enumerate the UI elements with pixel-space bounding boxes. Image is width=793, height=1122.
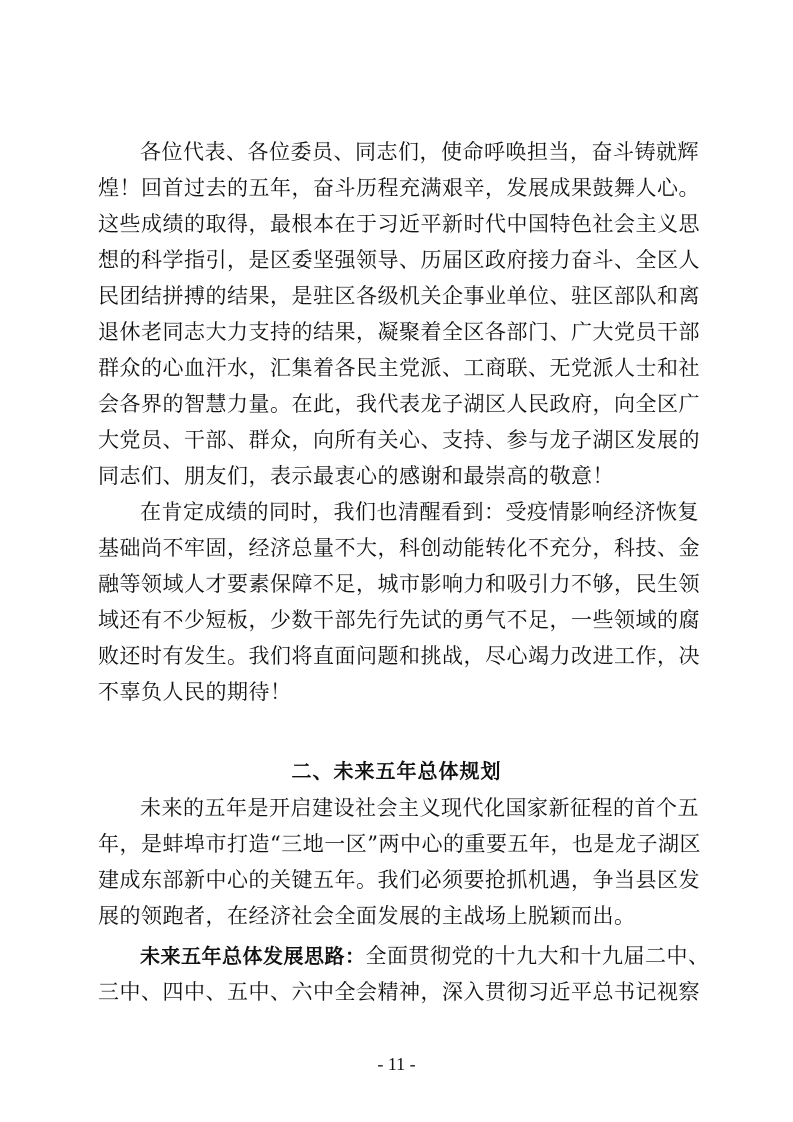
paragraph-1-line-1: 各位代表、各位委员、同志们，使命呼唤担当，奋斗铸就辉	[140, 140, 699, 164]
paragraph-1-line-10: 同志们、朋友们，表示最衷心的感谢和最崇高的敬意！	[98, 464, 614, 488]
paragraph-1-line-7: 群众的心血汗水，汇集着各民主党派、工商联、无党派人士和社	[98, 356, 700, 380]
section-heading: 二、未来五年总体规划	[291, 759, 502, 783]
paragraph-3-line-2: 年，是蚌埠市打造“三地一区”两中心的重要五年，也是龙子湖区	[98, 832, 701, 856]
paragraph-2-line-4: 域还有不少短板，少数干部先行先试的勇气不足，一些领域的腐	[98, 608, 700, 632]
paragraph-4-line-1	[140, 938, 710, 974]
paragraph-1-line-8: 会各界的智慧力量。在此，我代表龙子湖区人民政府，向全区广	[98, 392, 700, 416]
paragraph-3-line-3: 建成东部新中心的关键五年。我们必须要抢抓机遇，争当县区发	[98, 868, 700, 892]
paragraph-1-line-5: 民团结拼搏的结果，是驻区各级机关企事业单位、驻区部队和离	[98, 284, 700, 308]
paragraph-1-line-2: 煌！回首过去的五年，奋斗历程充满艰辛，发展成果鼓舞人心。	[98, 176, 700, 200]
paragraph-4-line-2: 三中、四中、五中、六中全会精神，深入贯彻习近平总书记视察	[98, 980, 700, 1004]
page-number: - 11 -	[377, 1054, 416, 1074]
paragraph-2-line-3: 融等领域人才要素保障不足，城市影响力和吸引力不够，民生领	[98, 572, 700, 596]
paragraph-1-line-9: 大党员、干部、群众，向所有关心、支持、参与龙子湖区发展的	[98, 428, 700, 452]
paragraph-2-line-6: 不辜负人民的期待！	[98, 680, 292, 704]
paragraph-2-line-5: 败还时有发生。我们将直面问题和挑战，尽心竭力改进工作，决	[98, 644, 700, 668]
paragraph-2-line-2: 基础尚不牢固，经济总量不大，科创动能转化不充分，科技、金	[98, 536, 700, 560]
paragraph-1-line-4: 想的科学指引，是区委坚强领导、历届区政府接力奋斗、全区人	[98, 248, 700, 272]
paragraph-3-line-1: 未来的五年是开启建设社会主义现代化国家新征程的首个五	[140, 796, 699, 820]
paragraph-3-line-4: 展的领跑者，在经济社会全面发展的主战场上脱颖而出。	[98, 904, 636, 928]
paragraph-1-line-3: 这些成绩的取得，最根本在于习近平新时代中国特色社会主义思	[98, 212, 700, 236]
paragraph-4-lead: 未来五年总体发展思路：	[140, 944, 366, 968]
paragraph-2-line-1: 在肯定成绩的同时，我们也清醒看到：受疫情影响经济恢复	[140, 500, 699, 524]
paragraph-4-line-1-rest: 全面贯彻党的十九大和十九届二中、	[365, 944, 710, 968]
paragraph-1-line-6: 退休老同志大力支持的结果，凝聚着全区各部门、广大党员干部	[98, 320, 700, 344]
